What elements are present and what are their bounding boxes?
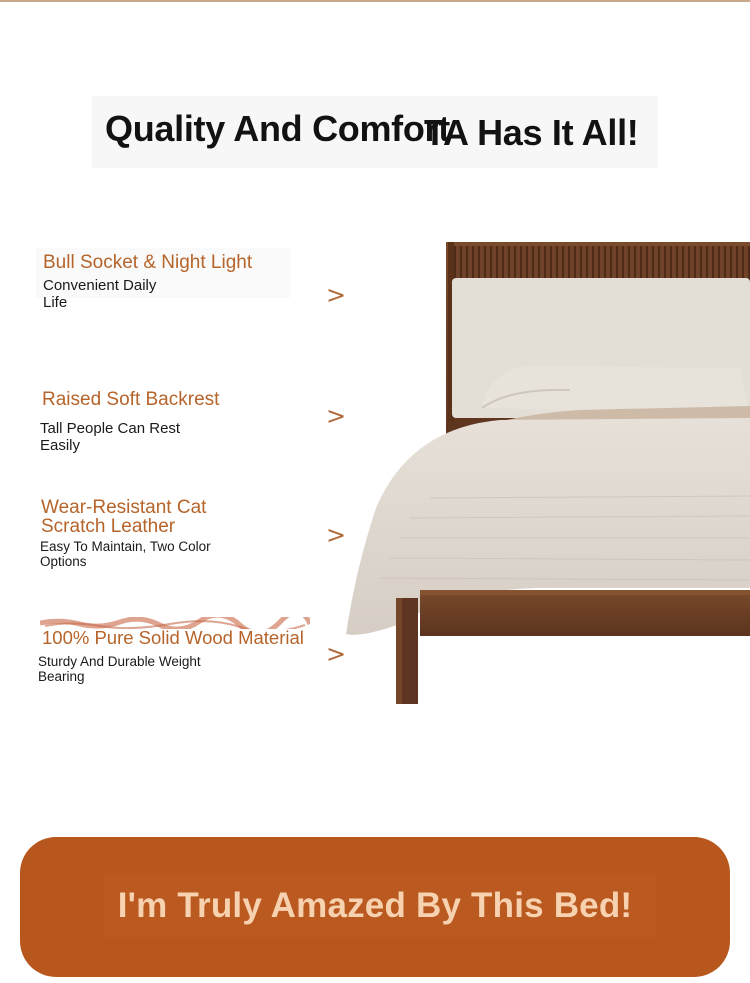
- feature-cat-scratch-leather: [41, 498, 281, 569]
- feature-title: [41, 498, 281, 536]
- cta-text: I'm Truly Amazed By This Bed!: [117, 886, 633, 925]
- feature-solid-wood: [38, 627, 332, 684]
- headline-text-left: Quality And Comfort: [105, 108, 450, 149]
- feature-desc-line: Bearing: [38, 669, 85, 684]
- feature-title-line: Wear-Resistant Cat: [41, 497, 207, 518]
- cta-banner: [20, 837, 730, 977]
- headline-text-right: TA Has It All!: [424, 112, 639, 153]
- feature-desc-line: Options: [40, 554, 87, 569]
- feature-title: Raised Soft Backrest: [42, 389, 220, 410]
- chevron-right-icon: >: [326, 640, 347, 668]
- feature-title-line: Scratch Leather: [41, 516, 176, 537]
- feature-desc-line: Tall People Can Rest: [40, 420, 181, 437]
- feature-desc: [40, 539, 281, 569]
- feature-desc-line: Convenient Daily: [43, 277, 157, 294]
- feature-desc-line: Easy To Maintain, Two Color: [40, 539, 211, 554]
- feature-desc-line: Life: [43, 294, 68, 311]
- feature-socket-night-light: [43, 252, 283, 311]
- headline-banner: [92, 96, 658, 168]
- top-divider: [0, 0, 750, 2]
- bed-illustration: [340, 238, 750, 708]
- feature-desc: [40, 420, 282, 454]
- chevron-right-icon: >: [326, 521, 347, 549]
- feature-desc-line: Easily: [40, 437, 81, 454]
- feature-desc-line: Sturdy And Durable Weight: [38, 654, 201, 669]
- feature-title: 100% Pure Solid Wood Material: [42, 627, 304, 648]
- feature-desc: [38, 654, 332, 684]
- chevron-right-icon: >: [326, 402, 347, 430]
- feature-desc: [43, 277, 283, 311]
- chevron-right-icon: >: [326, 281, 347, 309]
- feature-title: Bull Socket & Night Light: [43, 252, 253, 273]
- feature-soft-backrest: [42, 389, 282, 454]
